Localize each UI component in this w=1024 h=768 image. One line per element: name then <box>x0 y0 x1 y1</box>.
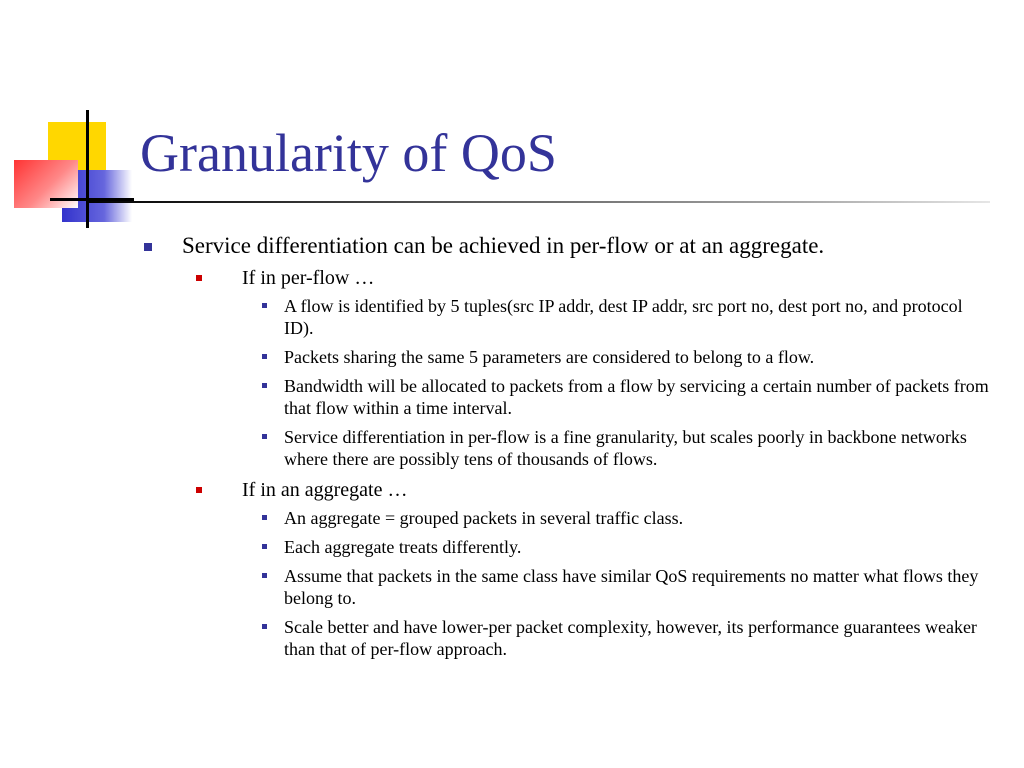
square-bullet-icon <box>262 434 267 439</box>
decorative-squares-logo <box>0 0 140 240</box>
slide-title: Granularity of QoS <box>140 123 557 183</box>
list-item <box>240 375 990 419</box>
square-bullet-icon <box>144 243 152 251</box>
bullet-list-level3 <box>242 295 990 470</box>
section-heading: If in per-flow … <box>242 267 375 289</box>
list-item <box>240 426 990 470</box>
list-item-text: An aggregate = grouped packets in several traffic class. <box>284 508 684 528</box>
square-bullet-icon <box>262 573 267 578</box>
bullet-list-level2 <box>182 266 990 660</box>
list-item-text: Scale better and have lower-per packet complexity, however, its performance guarantees weaker than that of per-flow approach. <box>284 617 977 659</box>
section-per-flow <box>196 266 990 470</box>
list-item <box>240 536 990 558</box>
square-bullet-icon <box>262 624 267 629</box>
slide-content <box>140 232 990 668</box>
square-bullet-icon <box>262 544 267 549</box>
section-aggregate <box>196 478 990 660</box>
list-item-text: Packets sharing the same 5 parameters are considered to belong to a flow. <box>284 347 815 367</box>
square-bullet-icon <box>262 383 267 388</box>
square-bullet-icon <box>262 303 267 308</box>
list-item-text: A flow is identified by 5 tuples(src IP addr, dest IP addr, src port no, dest port no, and protocol ID). <box>284 296 963 338</box>
bullet-list-level3 <box>242 507 990 660</box>
list-item-text: Each aggregate treats differently. <box>284 537 522 557</box>
list-item-main <box>140 232 990 660</box>
title-underline-divider <box>88 201 990 203</box>
list-item-text: Service differentiation in per-flow is a fine granularity, but scales poorly in backbone networks where there are possibly tens of thousands of flows. <box>284 427 967 469</box>
list-item-text: Assume that packets in the same class have similar QoS requirements no matter what flows they belong to. <box>284 566 979 608</box>
square-bullet-icon <box>196 275 202 281</box>
list-item <box>240 507 990 529</box>
list-item <box>240 616 990 660</box>
list-item-text: Bandwidth will be allocated to packets from a flow by servicing a certain number of packets from that flow within a time interval. <box>284 376 989 418</box>
square-bullet-icon <box>196 487 202 493</box>
list-item <box>240 565 990 609</box>
section-heading: If in an aggregate … <box>242 479 408 501</box>
square-bullet-icon <box>262 354 267 359</box>
bullet-list-level1 <box>140 232 990 660</box>
main-bullet-text: Service differentiation can be achieved in per-flow or at an aggregate. <box>182 233 825 258</box>
square-bullet-icon <box>262 515 267 520</box>
list-item <box>240 295 990 339</box>
list-item <box>240 346 990 368</box>
logo-vertical-line <box>86 110 89 228</box>
